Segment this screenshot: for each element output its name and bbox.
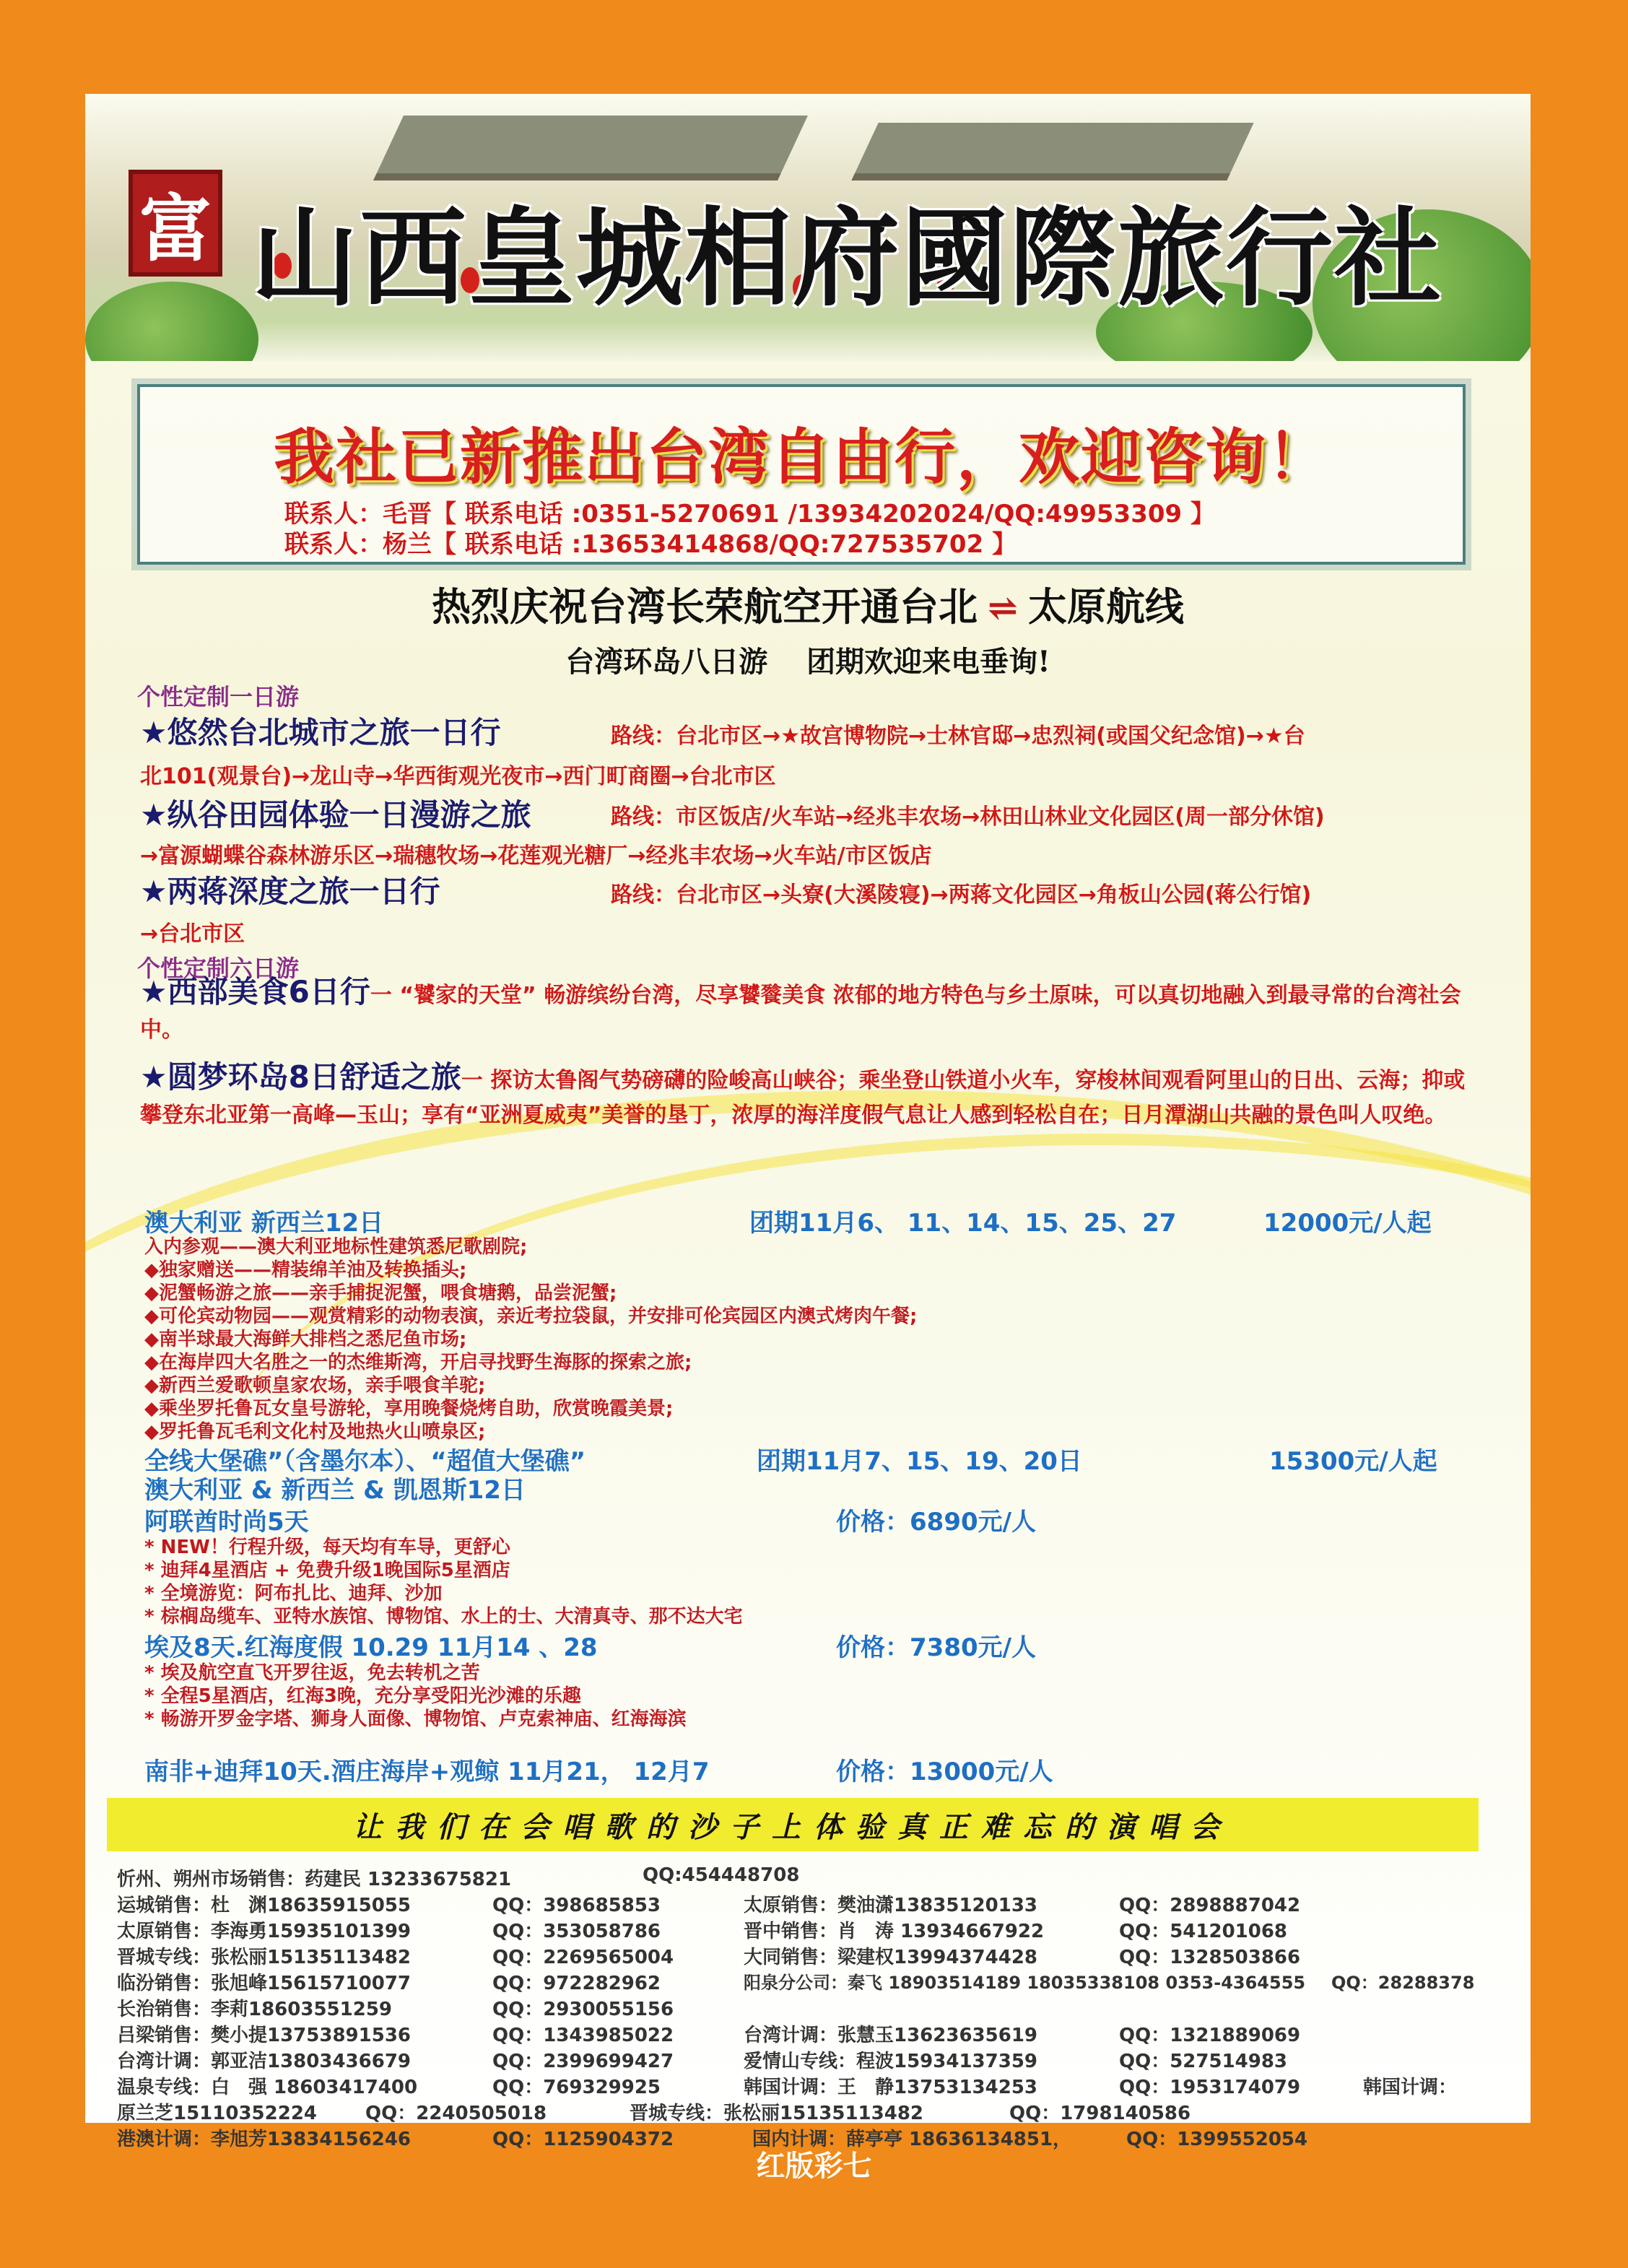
sales-entry: 韩国计调： <box>1363 2077 1458 2098</box>
sales-qq: QQ：972282962 <box>492 1973 661 1994</box>
sales-qq: QQ：541201068 <box>1119 1921 1288 1942</box>
trip-route: 路线：台北市区→★故宫博物院→士林官邸→忠烈祠(或国父纪念馆)→★台 <box>611 724 1305 749</box>
company-logo: 富 <box>129 170 222 277</box>
tour-title: 埃及8天.红海度假 10.29 11月14 、28 <box>144 1633 598 1662</box>
trip-detail: 一 “饕家的天堂” 畅游缤纷台湾，尽享饕餮美食 浓郁的地方特色与乡土原味，可以真切地融入到最寻常的台湾社会中。 <box>140 983 1461 1043</box>
tour-price: 15300元/人起 <box>1269 1447 1437 1476</box>
sales-qq: QQ:454448708 <box>643 1864 800 1886</box>
sales-qq: QQ：398685853 <box>492 1895 661 1916</box>
trip-title: ★圆梦环岛8日舒适之旅 <box>140 1059 461 1095</box>
sales-qq: QQ：2269565004 <box>492 1947 674 1968</box>
sales-qq: QQ：527514983 <box>1119 2051 1288 2072</box>
celebrate-subline: 台湾环岛八日游 团期欢迎来电垂询! <box>565 645 1050 679</box>
sixday-heading: 个性定制六日游 <box>137 955 300 982</box>
tour-title: 澳大利亚 新西兰12日 <box>144 1209 384 1238</box>
oneday-heading: 个性定制一日游 <box>137 683 300 711</box>
tour-item: * 棕榈岛缆车、亚特水族馆、博物馆、水上的士、大清真寺、那不达大宅 <box>144 1606 743 1628</box>
tour-item: * 畅游开罗金字塔、狮身人面像、博物馆、卢克索神庙、红海海滨 <box>144 1708 687 1730</box>
trip-title: ★悠然台北城市之旅一日行 <box>140 715 501 750</box>
sales-qq: QQ：1125904372 <box>492 2129 674 2150</box>
notice-box <box>137 384 1466 565</box>
tour-price: 12000元/人起 <box>1263 1209 1432 1238</box>
trip-title: ★纵谷田园体验一日漫游之旅 <box>140 797 531 833</box>
sales-qq: QQ：1399552054 <box>1126 2129 1308 2150</box>
trip-detail: 一 探访太鲁阁气势磅礴的险峻高山峡谷；乘坐登山铁道小火车，穿梭林间观看阿里山的日出、云海；抑或攀登东北亚第一高峰—玉山；享有“亚洲夏威夷”美誉的垦丁，浓厚的海洋度假气息让人感到轻松自在；日月潭湖山共融的景色叫人叹绝。 <box>140 1068 1466 1128</box>
tour-item: * NEW！行程升级，每天均有车导，更舒心 <box>144 1537 510 1558</box>
sales-entry: 晋城专线：张松丽15135113482 <box>117 1947 411 1968</box>
slogan-bar: 让我们在会唱歌的沙子上体验真正难忘的演唱会 <box>107 1798 1479 1851</box>
page-footer-label: 红版彩七 <box>756 2150 872 2183</box>
celebrate-right: 太原航线 <box>1027 583 1184 630</box>
two-way-arrow-icon: ⇌ <box>988 586 1018 629</box>
sales-qq: QQ：1343985022 <box>492 2025 674 2046</box>
tour-item: ◆可伦宾动物园——观赏精彩的动物表演，亲近考拉袋鼠，并安排可伦宾园区内澳式烤肉午餐; <box>144 1305 918 1327</box>
trip-route: 北101(观景台)→龙山寺→华西街观光夜市→西门町商圈→台北市区 <box>140 764 776 789</box>
temple-roof <box>373 116 808 181</box>
sales-entry: 爱情山专线：程波15934137359 <box>744 2051 1037 2072</box>
tour-price: 价格：13000元/人 <box>836 1758 1053 1786</box>
sales-entry: 长治销售：李莉18603551259 <box>117 1999 392 2020</box>
tour-price: 价格：7380元/人 <box>836 1633 1037 1662</box>
sales-entry: 大同销售：梁建权13994374428 <box>744 1947 1037 1968</box>
sales-entry: 吕梁销售：樊小提13753891536 <box>117 2025 411 2046</box>
tour-title: 南非+迪拜10天.酒庄海岸+观鲸 11月21， 12月7 <box>144 1758 710 1786</box>
temple-roof <box>851 123 1253 181</box>
sales-entry: 台湾计调：郭亚洁13803436679 <box>117 2051 411 2072</box>
sales-entry: 太原销售：樊油潇13835120133 <box>744 1895 1037 1916</box>
header-banner <box>85 94 1531 361</box>
tour-item: ◆独家赠送——精装绵羊油及转换插头; <box>144 1259 467 1281</box>
sales-qq: QQ：28288378 <box>1331 1973 1475 1993</box>
trip-route: 路线：市区饭店/火车站→经兆丰农场→林田山林业文化园区(周一部分休馆) <box>611 804 1325 830</box>
sales-entry: 原兰芝15110352224 <box>117 2103 317 2123</box>
tour-item: * 埃及航空直飞开罗往返，免去转机之苦 <box>144 1662 480 1684</box>
sales-qq: QQ：769329925 <box>492 2077 661 2098</box>
trip-route: →富源蝴蝶谷森林游乐区→瑞穗牧场→花莲观光糖厂→经兆丰农场→火车站/市区饭店 <box>140 843 932 869</box>
celebrate-left: 热烈庆祝台湾长荣航空开通台北 <box>432 583 978 630</box>
trip-title: ★西部美食6日行 <box>140 974 370 1009</box>
tour-item: ◆新西兰爱歌顿皇家农场，亲手喂食羊驼; <box>144 1375 486 1396</box>
sales-entry: 晋城专线：张松丽15135113482 <box>630 2103 923 2123</box>
company-name: 山西皇城相府國際旅行社 <box>251 195 1442 321</box>
sales-entry: 临汾销售：张旭峰15615710077 <box>117 1973 411 1994</box>
tour-title: 阿联酋时尚5天 <box>144 1508 309 1537</box>
sales-qq: QQ：1321889069 <box>1119 2025 1301 2046</box>
sales-qq: QQ：1953174079 <box>1119 2077 1301 2098</box>
tour-title: 澳大利亚 & 新西兰 & 凯恩斯12日 <box>144 1476 526 1505</box>
sales-qq: QQ：2898887042 <box>1119 1895 1301 1916</box>
sales-entry: 港澳计调：李旭芳13834156246 <box>117 2129 411 2150</box>
tour-item: ◆乘坐罗托鲁瓦女皇号游轮，享用晚餐烧烤自助，欣赏晚霞美景; <box>144 1398 674 1420</box>
sales-entry: 温泉专线：白 强 18603417400 <box>117 2077 418 2098</box>
sales-entry: 阳泉分公司：秦飞 18903514189 18035338108 0353-4364555 <box>744 1973 1306 1993</box>
trip-description <box>140 975 1483 1048</box>
sales-qq: QQ：2240505018 <box>365 2103 547 2123</box>
tour-item: ◆在海岸四大名胜之一的杰维斯湾，开启寻找野生海豚的探索之旅; <box>144 1352 692 1373</box>
tour-item: ◆南半球最大海鲜大排档之悉尼鱼市场; <box>144 1329 467 1350</box>
tour-item: ◆泥蟹畅游之旅——亲手捕捉泥蟹，喂食塘鹅，品尝泥蟹; <box>144 1282 617 1304</box>
tour-title: 全线大堡礁”（含墨尔本）、“超值大堡礁” <box>144 1447 586 1476</box>
tour-item: * 全程5星酒店，红海3晚，充分享受阳光沙滩的乐趣 <box>144 1685 581 1707</box>
celebrate-line <box>85 576 1531 632</box>
tour-item: * 迪拜4星酒店 + 免费升级1晚国际5星酒店 <box>144 1560 510 1581</box>
tree <box>85 282 258 361</box>
tour-price: 价格：6890元/人 <box>836 1508 1037 1537</box>
sales-entry: 晋中销售：肖 涛 13934667922 <box>744 1921 1045 1942</box>
tour-dates: 团期11月7、15、19、20日 <box>757 1447 1082 1476</box>
tour-item: 入内参观——澳大利亚地标性建筑悉尼歌剧院; <box>144 1236 528 1258</box>
flyer-sheet <box>85 94 1531 2123</box>
tour-item: ◆罗托鲁瓦毛利文化村及地热火山喷泉区; <box>144 1421 486 1443</box>
trip-description <box>140 1060 1483 1133</box>
sales-qq: QQ：2930055156 <box>492 1999 674 2020</box>
sales-qq: QQ：1798140586 <box>1009 2103 1191 2123</box>
contact-line-2: 联系人：杨兰【 联系电话 :13653414868/QQ:727535702 】 <box>284 530 1017 559</box>
sales-qq: QQ：1328503866 <box>1119 1947 1301 1968</box>
sales-entry: 台湾计调：张慧玉13623635619 <box>744 2025 1037 2046</box>
tour-dates: 团期11月6、 11、14、15、25、27 <box>749 1209 1177 1238</box>
tour-item: * 全境游览：阿布扎比、迪拜、沙加 <box>144 1583 443 1604</box>
sales-qq: QQ：353058786 <box>492 1921 661 1942</box>
contact-line-1: 联系人：毛晋【 联系电话 :0351-5270691 /13934202024/QQ:49953309 】 <box>284 500 1216 529</box>
notice-headline: 我社已新推出台湾自由行，欢迎咨询！ <box>273 422 1329 492</box>
sales-entry: 国内计调：薛亭亭 18636134851， <box>752 2129 1072 2150</box>
sales-entry: 忻州、朔州市场销售：药建民 13233675821 <box>117 1869 512 1890</box>
sales-entry: 太原销售：李海勇15935101399 <box>117 1921 411 1942</box>
trip-route: →台北市区 <box>140 921 245 947</box>
trip-title: ★两蒋深度之旅一日行 <box>140 874 440 909</box>
sales-entry: 运城销售：杜 渊18635915055 <box>117 1895 411 1916</box>
sales-qq: QQ：2399699427 <box>492 2051 674 2072</box>
sales-entry: 韩国计调：王 静13753134253 <box>744 2077 1037 2098</box>
trip-route: 路线：台北市区→头寮(大溪陵寝)→两蒋文化园区→角板山公园(蒋公行馆) <box>611 882 1312 908</box>
